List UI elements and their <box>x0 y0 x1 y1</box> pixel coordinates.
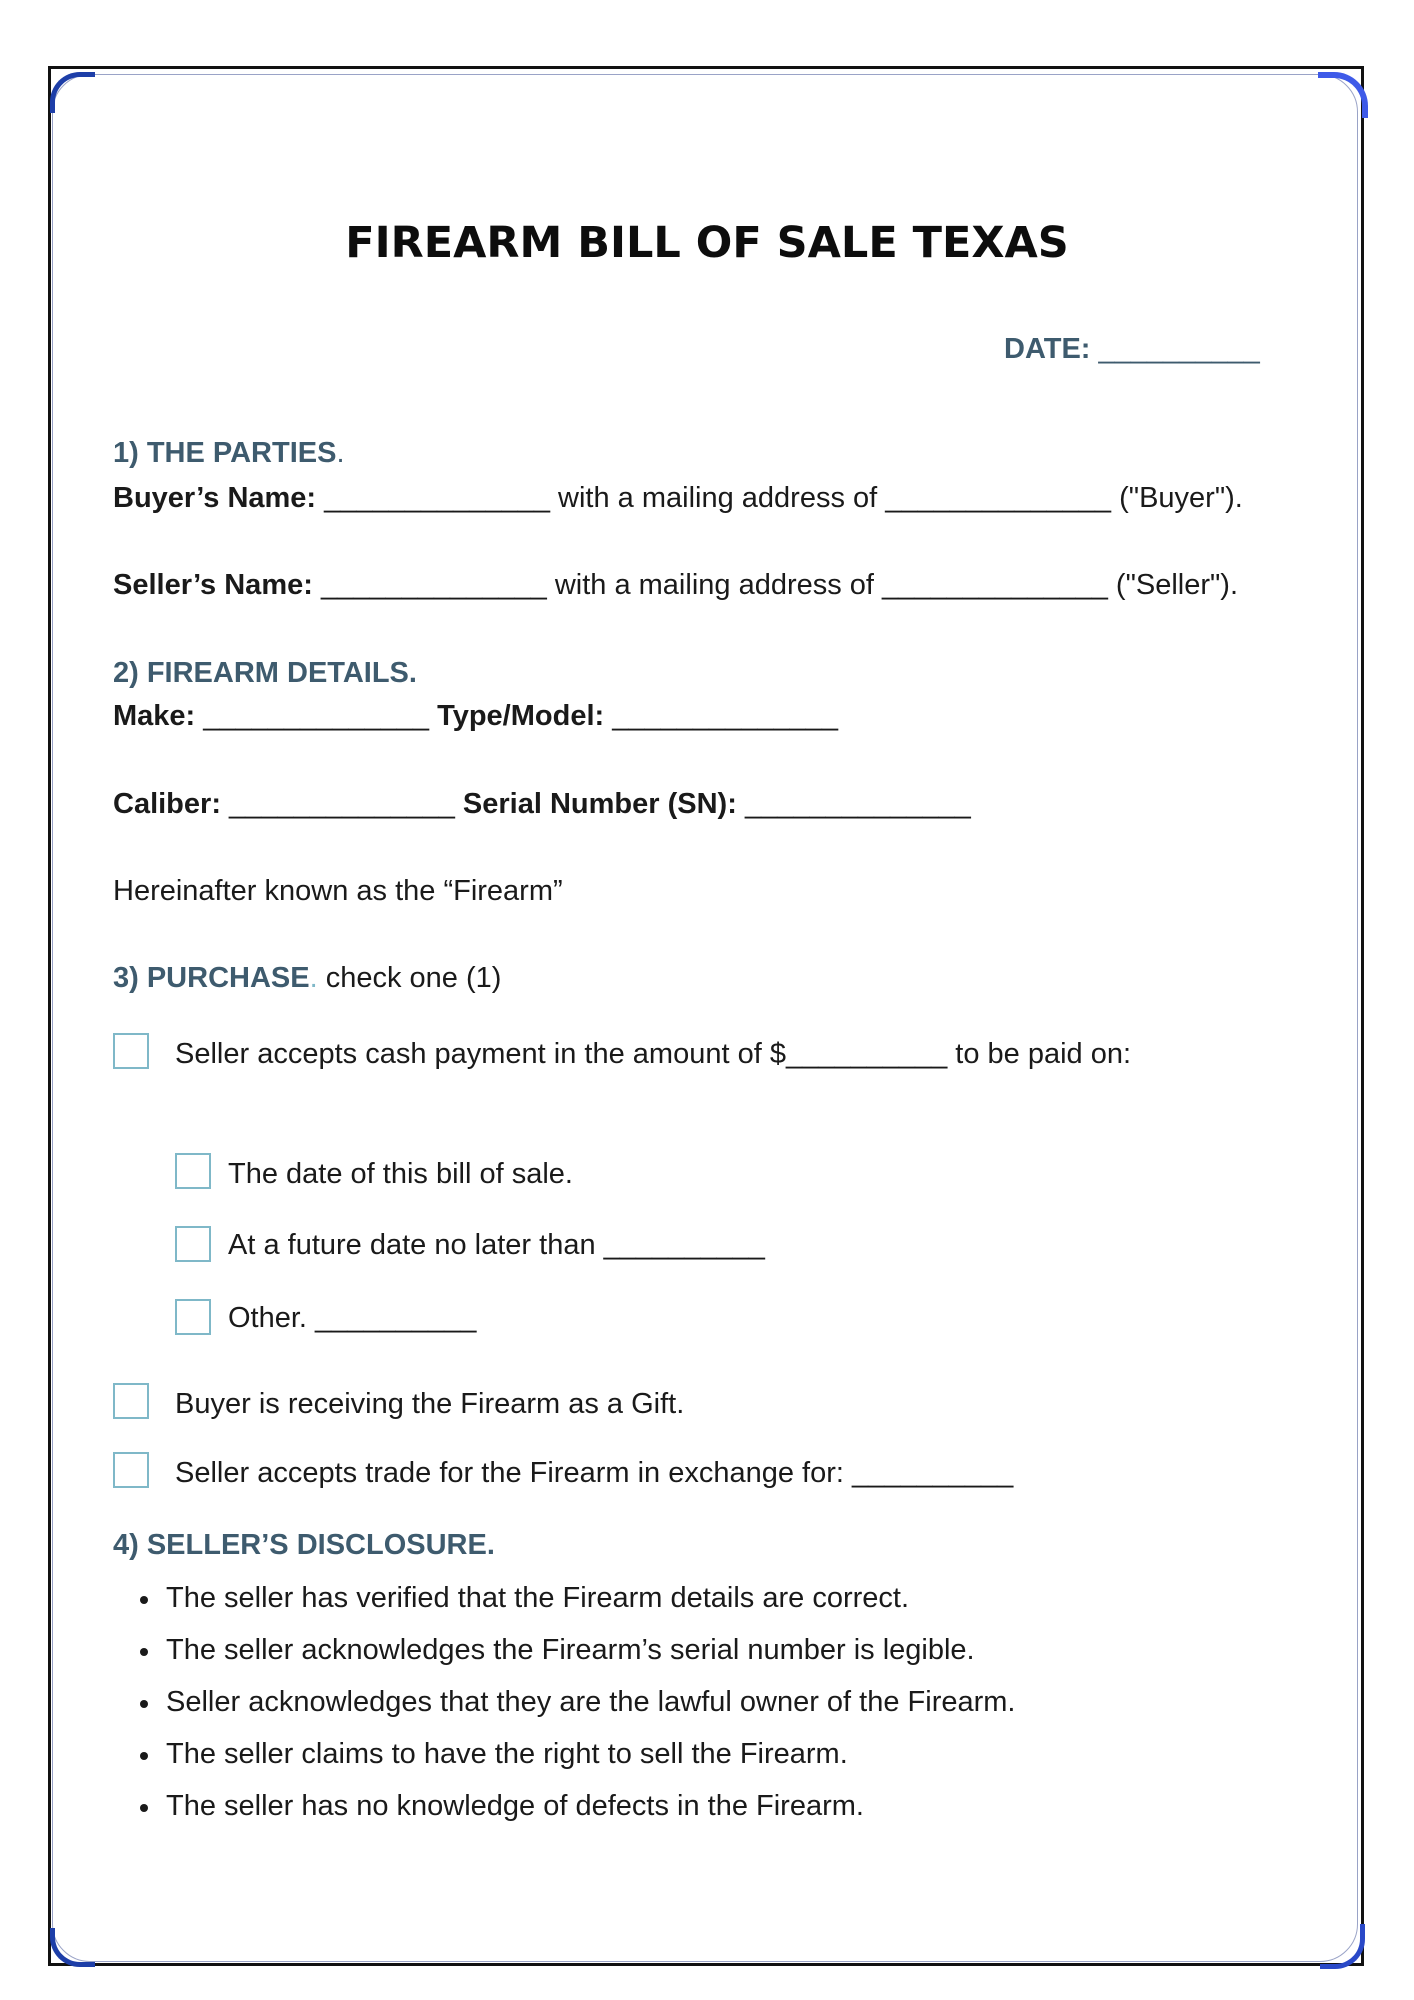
future-date-text: At a future date no later than __________ <box>228 1229 765 1261</box>
section-3-heading: 3) PURCHASE <box>113 962 310 994</box>
make-model-line <box>113 702 838 731</box>
caliber-blank[interactable]: ______________ <box>229 788 455 820</box>
seller-name-label: Seller’s Name: <box>113 569 313 601</box>
date-of-sale-text: The date of this bill of sale. <box>228 1158 573 1190</box>
list-item: The seller acknowledges the Firearm’s serial number is legible. <box>140 1636 1015 1688</box>
disclosure-list <box>140 1584 1015 1844</box>
section-2-heading: 2) FIREARM DETAILS. <box>113 657 417 689</box>
caliber-serial-line <box>113 790 971 819</box>
serial-blank[interactable]: ______________ <box>744 788 971 820</box>
list-item: The seller claims to have the right to sell the Firearm. <box>140 1740 1015 1792</box>
other-checkbox[interactable] <box>175 1299 211 1335</box>
buyer-name-blank[interactable]: ______________ <box>324 482 550 514</box>
buyer-suffix: ("Buyer"). <box>1119 482 1243 514</box>
list-item: The seller has verified that the Firearm details are correct. <box>140 1584 1015 1636</box>
model-label: Type/Model: <box>437 700 605 732</box>
gift-checkbox[interactable] <box>113 1383 149 1419</box>
list-item: The seller has no knowledge of defects in the Firearm. <box>140 1792 1015 1844</box>
seller-address-blank[interactable]: ______________ <box>882 569 1108 601</box>
date-label: DATE: <box>1004 333 1091 365</box>
other-text: Other. __________ <box>228 1302 477 1334</box>
section-1-heading <box>113 439 345 468</box>
hereinafter-text: Hereinafter known as the “Firearm” <box>113 875 563 907</box>
seller-suffix: ("Seller"). <box>1115 569 1239 601</box>
seller-address-text: with a mailing address of <box>554 569 874 601</box>
section-4-heading: 4) SELLER’S DISCLOSURE. <box>113 1529 495 1561</box>
trade-text: Seller accepts trade for the Firearm in exchange for: __________ <box>175 1457 1014 1489</box>
date-line <box>1004 335 1260 364</box>
date-blank[interactable]: __________ <box>1098 333 1260 365</box>
caliber-label: Caliber: <box>113 788 221 820</box>
section-3-instruction: check one (1) <box>325 962 502 994</box>
buyer-line <box>113 484 1243 513</box>
trade-checkbox[interactable] <box>113 1452 149 1488</box>
section-3-heading-line <box>113 964 501 993</box>
section-1-heading-dot: . <box>336 437 345 469</box>
seller-name-blank[interactable]: ______________ <box>320 569 547 601</box>
list-item: Seller acknowledges that they are the lawful owner of the Firearm. <box>140 1688 1015 1740</box>
buyer-name-label: Buyer’s Name: <box>113 482 317 514</box>
make-label: Make: <box>113 700 196 732</box>
date-of-sale-checkbox[interactable] <box>175 1153 211 1189</box>
cash-option-text: Seller accepts cash payment in the amount of $__________ to be paid on: <box>175 1038 1132 1070</box>
cash-checkbox[interactable] <box>113 1033 149 1069</box>
section-1-heading-text: 1) THE PARTIES <box>113 437 337 469</box>
section-3-heading-dot: . <box>309 962 318 994</box>
seller-line <box>113 571 1238 600</box>
gift-text: Buyer is receiving the Firearm as a Gift. <box>175 1388 685 1420</box>
document-title: FIREARM BILL OF SALE TEXAS <box>345 218 1069 268</box>
make-blank[interactable]: ______________ <box>203 700 430 732</box>
serial-label: Serial Number (SN): <box>462 788 737 820</box>
buyer-address-text: with a mailing address of <box>558 482 878 514</box>
future-date-checkbox[interactable] <box>175 1226 211 1262</box>
model-blank[interactable]: ______________ <box>612 700 839 732</box>
buyer-address-blank[interactable]: ______________ <box>885 482 1112 514</box>
